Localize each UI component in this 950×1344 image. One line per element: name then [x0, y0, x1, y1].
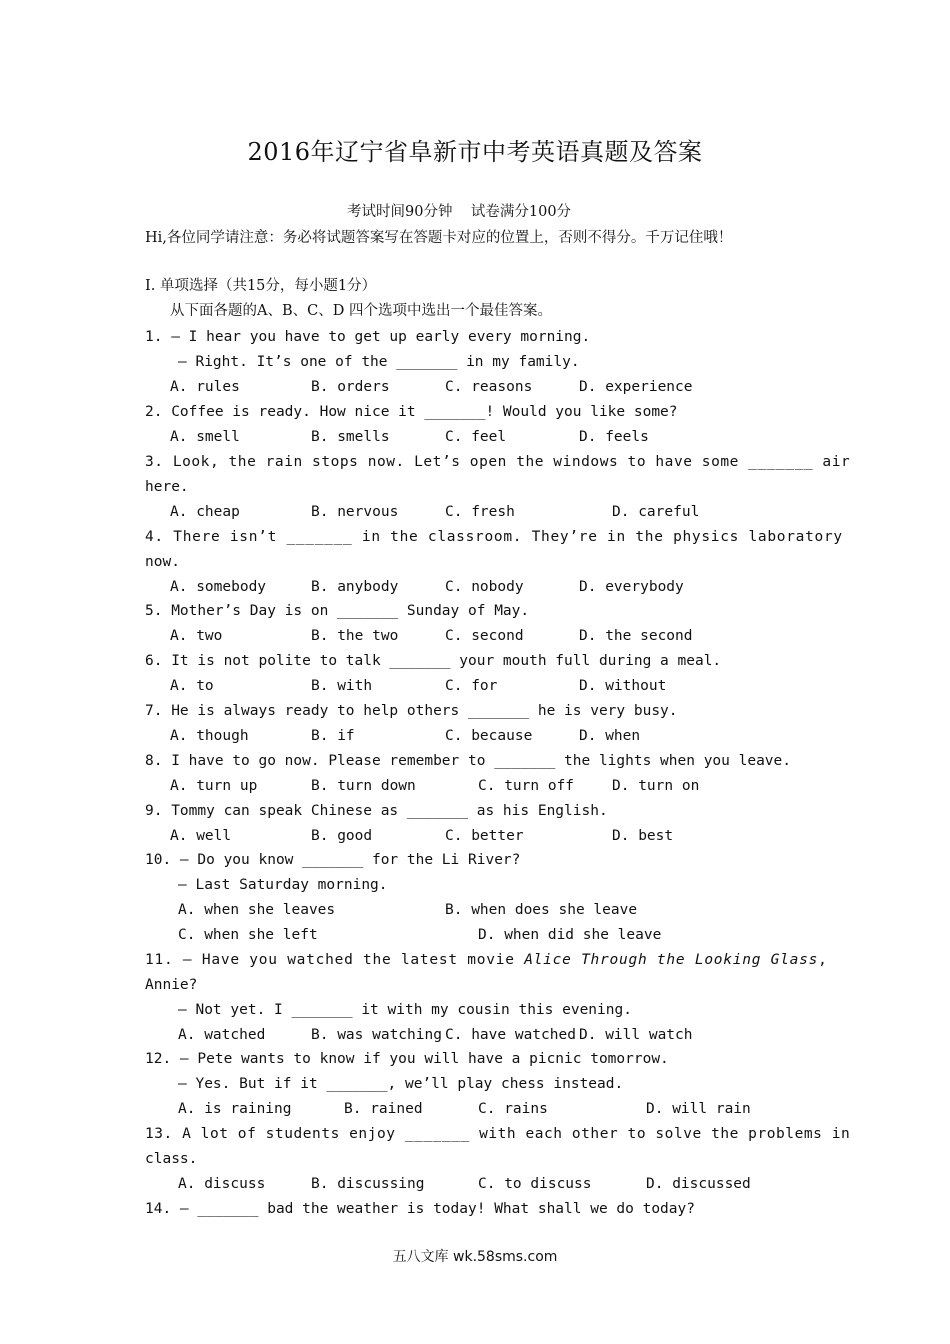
question-12-option-c: C. rains: [478, 1101, 548, 1117]
question-11-option-c: C. have watched: [445, 1027, 576, 1043]
question-8-option-d: D. turn on: [612, 778, 700, 794]
question-2-stem: 2. Coffee is ready. How nice it _______! Would you like some?: [145, 404, 678, 420]
student-notice: Hi,各位同学请注意：务必将试题答案写在答题卡对应的位置上，否则不得分。千万记住哦！: [145, 230, 733, 246]
movie-title: Alice Through the Looking Glass: [524, 952, 819, 968]
question-1-option-d: D. experience: [579, 379, 693, 395]
question-3-option-c: C. fresh: [445, 504, 515, 520]
question-1-option-a: A. rules: [170, 379, 240, 395]
question-6-option-a: A. to: [170, 678, 214, 694]
section-instruction: 从下面各题的A、B、C、D 四个选项中选出一个最佳答案。: [170, 303, 552, 319]
question-8-option-c: C. turn off: [478, 778, 575, 794]
question-8-stem: 8. I have to go now. Please remember to _______ the lights when you leave.: [145, 753, 792, 769]
question-6-option-b: B. with: [311, 678, 373, 694]
question-1-line2: — Right. It’s one of the _______ in my family.: [178, 354, 580, 370]
question-7-stem: 7. He is always ready to help others _______ he is very busy.: [145, 703, 678, 719]
question-6-stem: 6. It is not polite to talk _______ your mouth full during a meal.: [145, 653, 722, 669]
question-13-option-b: B. discussing: [311, 1176, 425, 1192]
section-heading: Ⅰ. 单项选择（共15分，每小题1分）: [145, 278, 377, 294]
question-12-option-a: A. is raining: [178, 1101, 292, 1117]
question-12-line2: — Yes. But if it _______, we’ll play chess instead.: [178, 1076, 624, 1092]
question-5-option-b: B. the two: [311, 628, 399, 644]
question-11-stem-text: 11. — Have you watched the latest movie: [145, 952, 525, 968]
question-12-option-b: B. rained: [344, 1101, 423, 1117]
question-3-stem: 3. Look, the rain stops now. Let’s open the windows to have some _______ air: [145, 454, 851, 470]
question-8-option-a: A. turn up: [170, 778, 258, 794]
question-11-line3: — Not yet. I _______ it with my cousin this evening.: [178, 1002, 632, 1018]
question-5-stem: 5. Mother’s Day is on _______ Sunday of May.: [145, 603, 530, 619]
question-2-option-c: C. feel: [445, 429, 507, 445]
question-3-line2: here.: [145, 479, 189, 495]
question-10-option-b: B. when does she leave: [445, 902, 638, 918]
question-3-option-a: A. cheap: [170, 504, 240, 520]
question-4-option-a: A. somebody: [170, 579, 267, 595]
page-footer: 五八文库 wk.58sms.com: [392, 1249, 558, 1265]
question-10-stem: 10. — Do you know _______ for the Li River?: [145, 852, 521, 868]
question-2-option-b: B. smells: [311, 429, 390, 445]
question-4-option-c: C. nobody: [445, 579, 524, 595]
question-12-option-d: D. will rain: [646, 1101, 751, 1117]
question-9-option-d: D. best: [612, 828, 674, 844]
question-11-option-a: A. watched: [178, 1027, 266, 1043]
question-4-option-b: B. anybody: [311, 579, 399, 595]
question-7-option-a: A. though: [170, 728, 249, 744]
document-title: 2016年辽宁省阜新市中考英语真题及答案: [247, 138, 703, 166]
question-10-option-d: D. when did she leave: [478, 927, 662, 943]
question-11-option-b: B. was watching: [311, 1027, 442, 1043]
question-1-option-c: C. reasons: [445, 379, 533, 395]
question-13-option-d: D. discussed: [646, 1176, 751, 1192]
question-7-option-b: B. if: [311, 728, 355, 744]
question-10-option-c: C. when she left: [178, 927, 318, 943]
question-14-stem: 14. — _______ bad the weather is today! What shall we do today?: [145, 1201, 695, 1217]
question-9-option-a: A. well: [170, 828, 232, 844]
question-9-stem: 9. Tommy can speak Chinese as _______ as his English.: [145, 803, 608, 819]
question-13-option-c: C. to discuss: [478, 1176, 592, 1192]
question-11-stem-end: ,: [818, 952, 828, 968]
question-8-option-b: B. turn down: [311, 778, 416, 794]
question-4-stem: 4. There isn’t _______ in the classroom. They’re in the physics laboratory: [145, 529, 843, 545]
question-11-line2: Annie?: [145, 977, 198, 993]
question-12-stem: 12. — Pete wants to know if you will have a picnic tomorrow.: [145, 1051, 669, 1067]
question-13-line2: class.: [145, 1151, 198, 1167]
question-9-option-c: C. better: [445, 828, 524, 844]
exam-info: 考试时间90分钟 试卷满分100分: [347, 204, 572, 220]
question-5-option-a: A. two: [170, 628, 223, 644]
question-1-option-b: B. orders: [311, 379, 390, 395]
question-4-line2: now.: [145, 554, 180, 570]
question-2-option-a: A. smell: [170, 429, 240, 445]
question-10-option-a: A. when she leaves: [178, 902, 336, 918]
question-5-option-d: D. the second: [579, 628, 693, 644]
question-7-option-d: D. when: [579, 728, 641, 744]
question-6-option-c: C. for: [445, 678, 498, 694]
question-11-stem: [145, 951, 828, 969]
question-5-option-c: C. second: [445, 628, 524, 644]
question-7-option-c: C. because: [445, 728, 533, 744]
question-4-option-d: D. everybody: [579, 579, 684, 595]
question-11-option-d: D. will watch: [579, 1027, 693, 1043]
question-13-option-a: A. discuss: [178, 1176, 266, 1192]
question-3-option-d: D. careful: [612, 504, 700, 520]
question-9-option-b: B. good: [311, 828, 373, 844]
question-6-option-d: D. without: [579, 678, 667, 694]
question-1-stem: 1. — I hear you have to get up early every morning.: [145, 329, 591, 345]
question-2-option-d: D. feels: [579, 429, 649, 445]
question-3-option-b: B. nervous: [311, 504, 399, 520]
question-10-line2: — Last Saturday morning.: [178, 877, 388, 893]
question-13-stem: 13. A lot of students enjoy _______ with each other to solve the problems in: [145, 1126, 851, 1142]
